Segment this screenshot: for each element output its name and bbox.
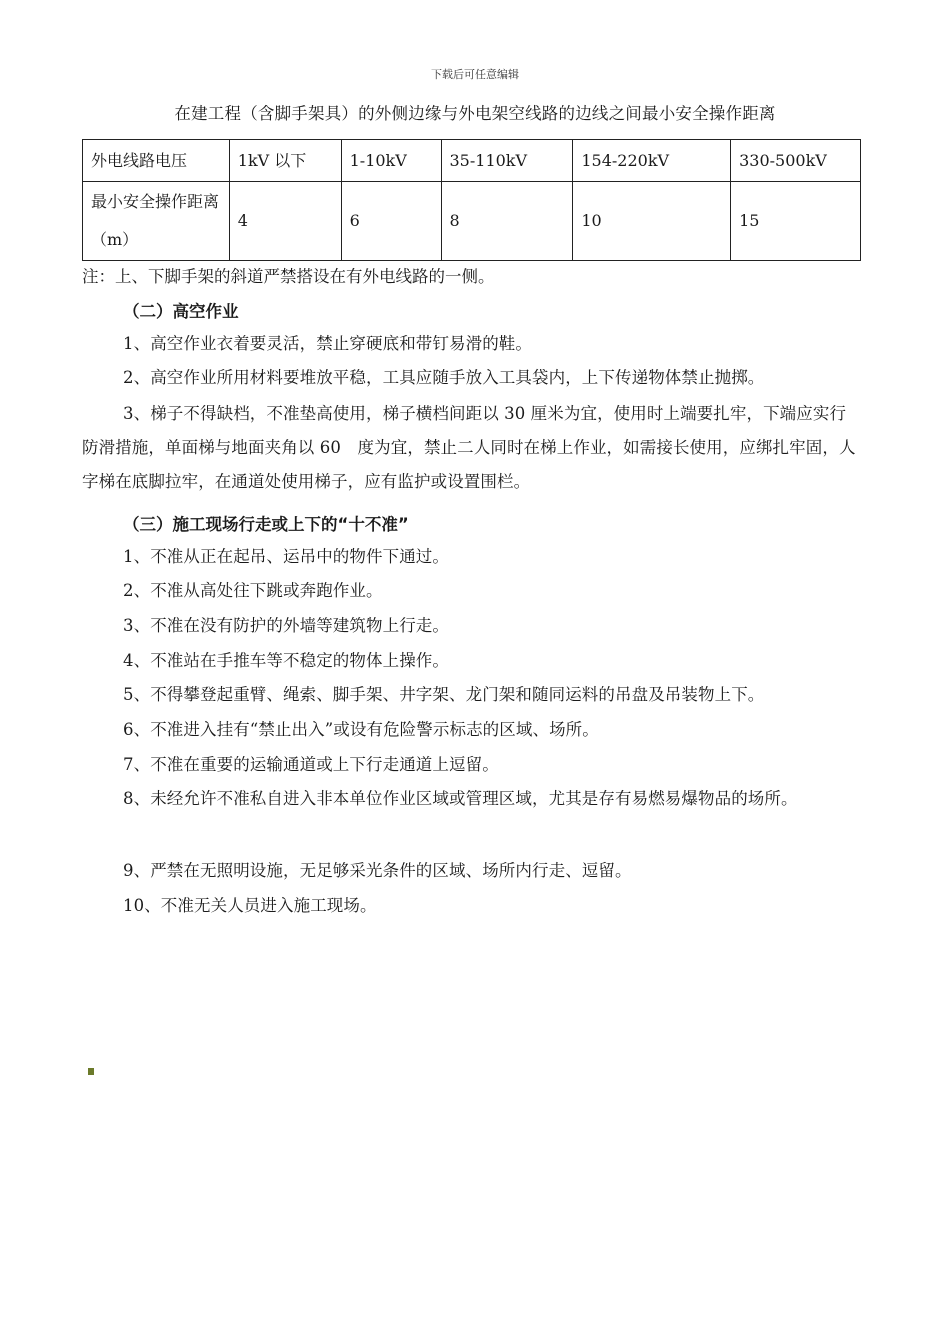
section-heading-high-altitude: （二）高空作业 <box>123 302 239 321</box>
list-item: 1、不准从正在起吊、运吊中的物件下通过。 <box>123 547 449 566</box>
table-cell: 4 <box>229 182 341 261</box>
list-item: 4、不准站在手推车等不稳定的物体上操作。 <box>123 651 449 670</box>
watermark-text: 下载后可任意编辑 <box>431 68 519 81</box>
table-cell: 1-10kV <box>341 140 441 182</box>
table-cell: 15 <box>731 182 861 261</box>
table-cell: 35-110kV <box>441 140 573 182</box>
table-cell: 6 <box>341 182 441 261</box>
table-row <box>83 140 861 182</box>
table-cell: 10 <box>573 182 731 261</box>
table-cell: 154-220kV <box>573 140 731 182</box>
table-row <box>83 182 861 261</box>
list-item: 7、不准在重要的运输通道或上下行走通道上逗留。 <box>123 755 499 774</box>
decorative-marker <box>88 1068 94 1075</box>
list-item: 3、不准在没有防护的外墙等建筑物上行走。 <box>123 616 449 635</box>
row-header-voltage: 外电线路电压 <box>83 140 230 182</box>
list-item: 2、高空作业所用材料要堆放平稳，工具应随手放入工具袋内，上下传递物体禁止抛掷。 <box>123 368 765 387</box>
table-cell: 330-500kV <box>731 140 861 182</box>
list-item: 10、不准无关人员进入施工现场。 <box>123 896 377 915</box>
list-item: 9、严禁在无照明设施，无足够采光条件的区域、场所内行走、逗留。 <box>123 861 632 880</box>
row-header-distance: 最小安全操作距离（m） <box>83 182 230 261</box>
safety-distance-table <box>82 139 861 261</box>
list-item: 2、不准从高处往下跳或奔跑作业。 <box>123 581 383 600</box>
table-note: 注：上、下脚手架的斜道严禁搭设在有外电线路的一侧。 <box>82 267 495 286</box>
list-item: 1、高空作业衣着要灵活，禁止穿硬底和带钉易滑的鞋。 <box>123 334 532 353</box>
table-title: 在建工程（含脚手架具）的外侧边缘与外电架空线路的边线之间最小安全操作距离 <box>174 104 776 123</box>
list-item: 3、梯子不得缺档，不准垫高使用，梯子横档间距以 30 厘米为宜，使用时上端要扎牢，下端应实行防滑措施，单面梯与地面夹角以 60 度为宜，禁止二人同时在梯上作业，如需接长使用，应绑扎牢固，人字梯在底脚拉牢，在通道处使用梯子，应有监护或设置围栏。 <box>82 404 856 491</box>
list-item: 5、不得攀登起重臂、绳索、脚手架、井字架、龙门架和随同运料的吊盘及吊装物上下。 <box>123 685 765 704</box>
list-item: 8、未经允许不准私自进入非本单位作业区域或管理区域，尤其是存有易燃易爆物品的场所。 <box>123 789 798 808</box>
table-cell: 1kV 以下 <box>229 140 341 182</box>
list-item: 6、不准进入挂有“禁止出入”或设有危险警示标志的区域、场所。 <box>123 720 599 739</box>
table-cell: 8 <box>441 182 573 261</box>
section-heading-ten-prohibitions: （三）施工现场行走或上下的“十不准” <box>123 515 409 534</box>
